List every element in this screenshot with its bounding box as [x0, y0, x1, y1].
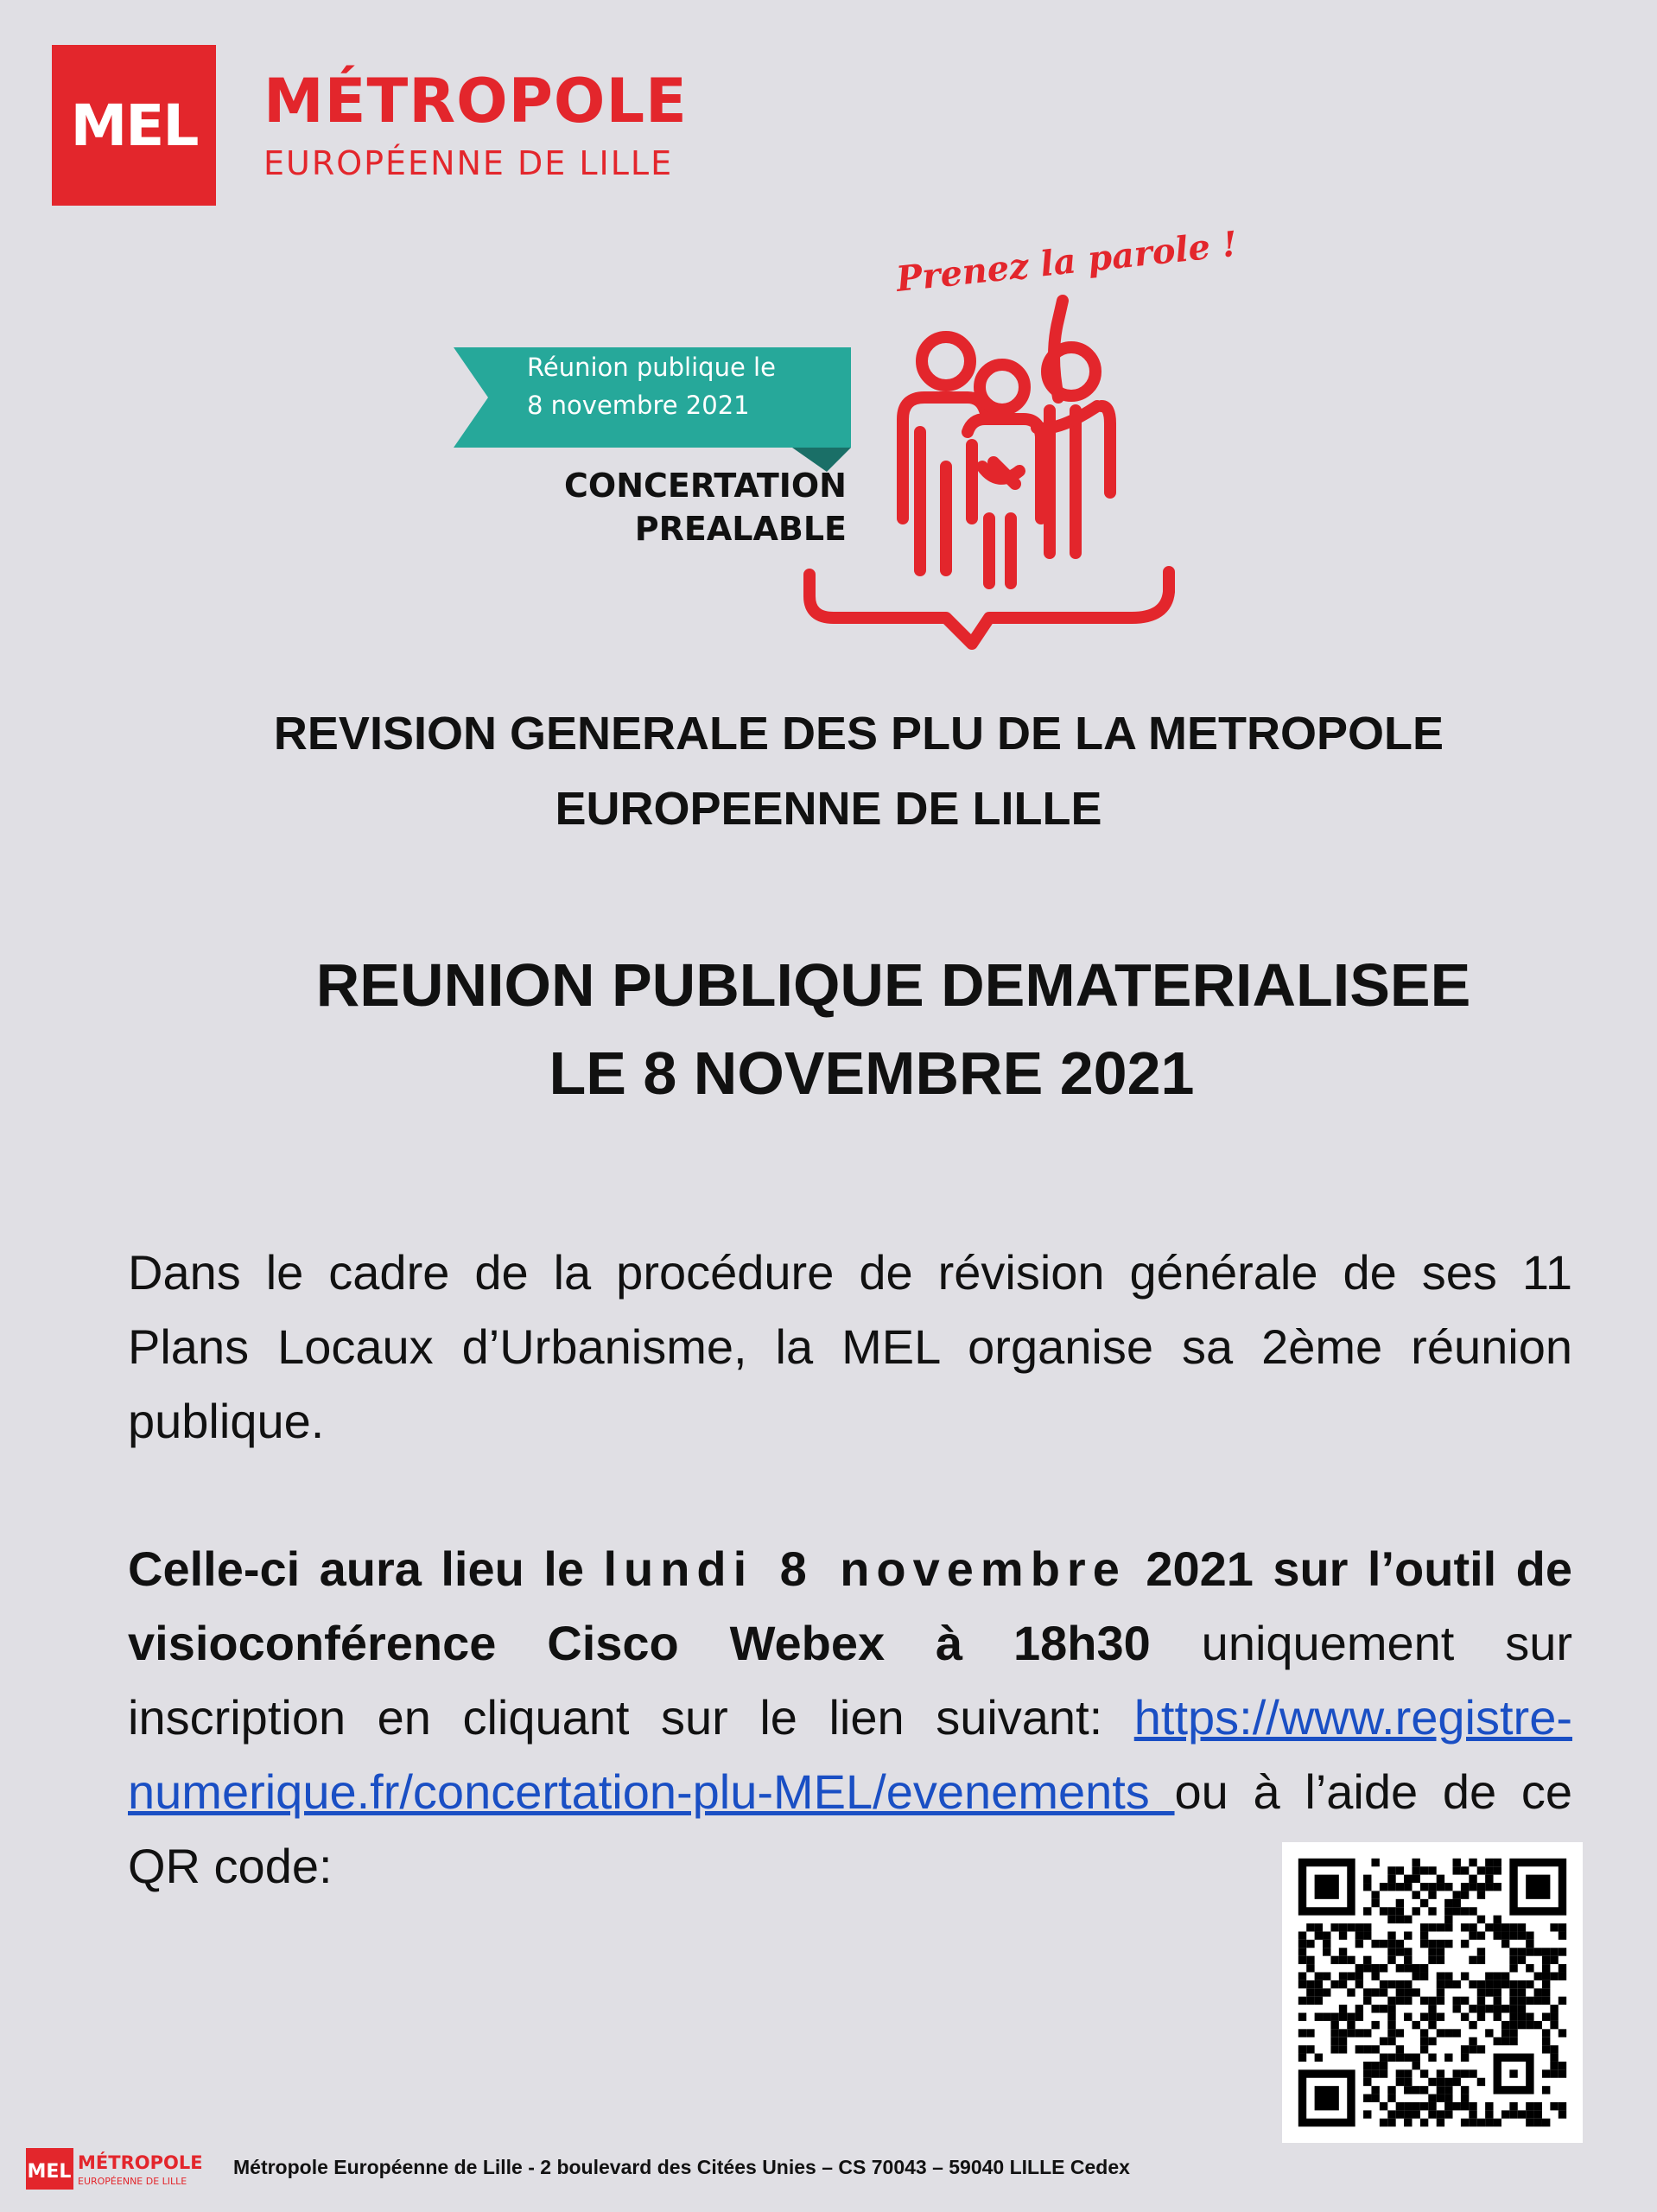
mel-logo [52, 45, 216, 206]
brand-subtitle: EUROPÉENNE DE LILLE [263, 144, 674, 182]
event-title-line-1: REUNION PUBLIQUE DEMATERIALISEE [315, 951, 1471, 1019]
footer-logo-name: MÉTROPOLE [78, 2152, 203, 2173]
details-after-link: ou à l’aide de ce QR code: [128, 1764, 1573, 1893]
footer-logo-mel: MEL [27, 2161, 72, 2183]
details-bold-2: 2021 sur l’outil de visioconférence Cisco Webex à 18h30 [128, 1541, 1573, 1670]
ribbon-text [527, 348, 838, 424]
people-illustration-icon [799, 259, 1179, 657]
concertation-line-2: PREALABLE [634, 510, 847, 548]
mel-logo-text: MEL [70, 92, 198, 159]
event-title-line-2: LE 8 NOVEMBRE 2021 [549, 1039, 1195, 1107]
main-title-line-1: REVISION GENERALE DES PLU DE LA METROPOLE [273, 708, 1444, 760]
intro-paragraph: Dans le cadre de la procédure de révision générale de ses 11 Plans Locaux d’Urbanisme, la MEL organise sa 2ème réunion publique. [128, 1245, 1572, 1448]
qr-code-icon[interactable] [1282, 1842, 1583, 2143]
ribbon-line-2: 8 novembre 2021 [527, 391, 750, 420]
main-title-line-2: EUROPEENNE DE LILLE [555, 783, 1102, 835]
ribbon-line-1: Réunion publique le [527, 353, 776, 382]
concertation-line-1: CONCERTATION [564, 467, 847, 505]
slogan-text: Prenez la parole ! [894, 223, 1240, 300]
details-bold-date: lundi 8 novembre [603, 1541, 1127, 1596]
footer-logo-sub: EUROPÉENNE DE LILLE [78, 2176, 187, 2187]
concertation-label [484, 464, 847, 550]
details-bold-1: Celle-ci aura lieu le [128, 1541, 604, 1596]
details-normal: uniquement sur inscription en cliquant sur le lien suivant: [128, 1616, 1572, 1745]
registration-link[interactable]: https://www.registre-numerique.fr/concertation-plu-MEL/evenements [128, 1690, 1572, 1819]
brand-name: MÉTROPOLE [263, 66, 688, 137]
footer-address: Métropole Européenne de Lille - 2 boulevard des Citées Unies – CS 70043 – 59040 LILLE Cedex [233, 2156, 1130, 2178]
footer-mel-logo [26, 2143, 220, 2191]
